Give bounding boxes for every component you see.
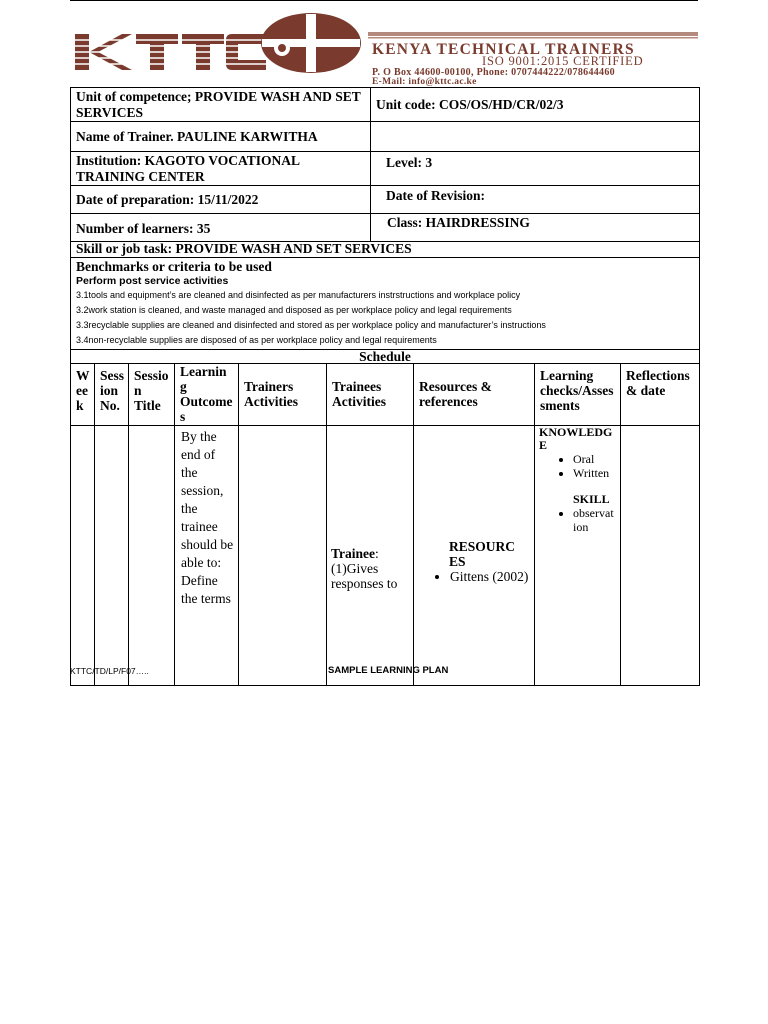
knowledge-item: • Written [573,466,616,480]
skill-heading: SKILL [573,492,610,506]
knowledge-item: • Oral [573,452,616,466]
trainee-label: Trainee [331,546,375,561]
cell-reflections [621,426,700,686]
footer-doc-code: KTTC/TD/LP/F07….. [70,666,149,676]
skill-job-task: Skill or job task: PROVIDE WASH AND SET SERVICES [71,242,700,258]
class-name: Class: HAIRDRESSING [371,214,700,242]
unit-of-competence: Unit of competence; PROVIDE WASH AND SET SERVICES [71,88,371,122]
benchmark-item: 3.2work station is cleaned, and waste managed and disposed as per workplace policy and legal requirements [76,305,512,315]
benchmark-item: 3.1tools and equipment’s are cleaned and disinfected as per manufacturers instrstructions and workplace policy [76,290,521,300]
cell-resources [414,426,535,686]
date-of-preparation: Date of preparation: 15/11/2022 [71,186,371,214]
cell-learning-outcome: By the end of the session, the trainee should be able to: Define the terms [175,426,239,686]
info-table [70,87,700,364]
org-name: KENYA TECHNICAL TRAINERS [372,41,635,58]
institution: Institution: KAGOTO VOCATIONAL TRAINING CENTER [71,152,371,186]
benchmarks-title: Benchmarks or criteria to be used [76,259,272,274]
skill-list [539,506,616,534]
cell-learning-checks [535,426,621,686]
header-learning-checks: Learning checks/Asses sments [535,364,621,426]
date-of-revision: Date of Revision: [371,186,700,214]
header-session-title: Sessio n Title [129,364,175,426]
header-resources: Resources & references [414,364,535,426]
org-contact: P. O Box 44600-00100, Phone: 0707444222/078644460 [372,67,615,78]
resource-item: • Gittens (2002) [450,569,534,584]
cell-session-no [95,426,129,686]
trainee-activity-text: : (1)Gives responses to [331,546,398,591]
cell-trainees-activities [327,426,414,686]
schedule-title: Schedule [71,350,700,364]
cell-trainers-activities [239,426,327,686]
trainer-name: Name of Trainer. PAULINE KARWITHA [71,122,371,152]
skill-item: • observat ion [573,506,616,534]
number-of-learners: Number of learners: 35 [71,214,371,242]
benchmarks-subtitle: Perform post service activities [76,275,229,287]
resources-heading: RESOURC ES [449,539,516,569]
resources-list [414,569,534,584]
header-trainees-activities: Trainees Activities [327,364,414,426]
knowledge-heading: KNOWLEDG E [539,425,613,452]
knowledge-list [539,452,616,480]
benchmarks-cell [71,258,700,350]
header-reflections: Reflections & date [621,364,700,426]
cell-session-title [129,426,175,686]
header-week: W ee k [71,364,95,426]
learning-plan-sheet [70,87,699,606]
iso-certification: ISO 9001:2015 CERTIFIED [482,54,644,68]
benchmark-item: 3.4non-recyclable supplies are disposed of as per workplace policy and legal requirements [76,335,437,345]
footer-title: SAMPLE LEARNING PLAN [328,665,449,676]
top-rule [70,0,698,1]
cell-week [71,426,95,686]
empty-cell [371,122,700,152]
header-trainers-activities: Trainers Activities [239,364,327,426]
schedule-table [70,363,700,686]
org-email: E-Mail: info@kttc.ac.ke [372,77,477,87]
header-session-no: Sess ion No. [95,364,129,426]
header-learning-outcomes: Learnin g Outcome s [175,364,239,426]
kttc-header [70,10,700,86]
benchmark-item: 3.3recyclable supplies are cleaned and disinfected and stored as per workplace policy and manufacturer’s instructions [76,320,546,330]
level: Level: 3 [371,152,700,186]
unit-code: Unit code: COS/OS/HD/CR/02/3 [371,88,700,122]
